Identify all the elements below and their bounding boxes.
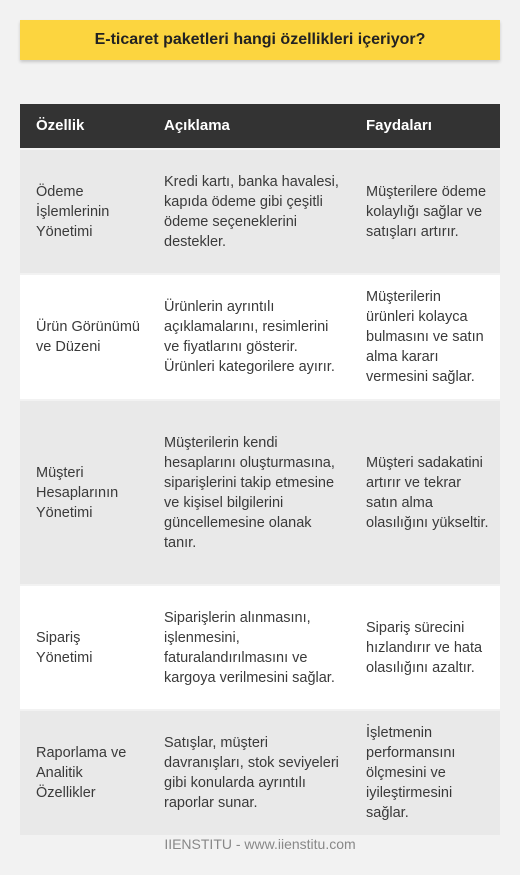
page-title: E-ticaret paketleri hangi özellikleri içeriyor?: [20, 20, 500, 60]
footer-credit: IIENSTITU - www.iienstitu.com: [164, 836, 356, 852]
feature-cell: Ödeme İşlemlerinin Yönetimi: [20, 149, 148, 274]
benefit-cell: Müşterilerin ürünleri kolayca bulmasını ve satın alma kararı vermesini sağlar.: [350, 274, 500, 400]
table-row: [20, 400, 500, 585]
description-cell: Siparişlerin alınmasını, işlenmesini, faturalandırılmasını ve kargoya verilmesini sağlar.: [148, 585, 350, 710]
feature-cell: Raporlama ve Analitik Özellikler: [20, 710, 148, 835]
description-cell: Ürünlerin ayrıntılı açıklamalarını, resimlerini ve fiyatlarını gösterir. Ürünleri kategorilere ayırır.: [148, 274, 350, 400]
benefit-cell: Müşteri sadakatini artırır ve tekrar satın alma olasılığını yükseltir.: [350, 400, 500, 585]
description-cell: Satışlar, müşteri davranışları, stok seviyeleri gibi konularda ayrıntılı raporlar sunar.: [148, 710, 350, 835]
table-row: [20, 149, 500, 274]
benefit-cell: Müşterilere ödeme kolaylığı sağlar ve satışları artırır.: [350, 149, 500, 274]
table-header-row: [20, 104, 500, 149]
feature-cell: Sipariş Yönetimi: [20, 585, 148, 710]
column-header-benefits: Faydaları: [350, 104, 500, 149]
feature-cell: Müşteri Hesaplarının Yönetimi: [20, 400, 148, 585]
column-header-feature: Özellik: [20, 104, 148, 149]
table-row: [20, 274, 500, 400]
table-row: [20, 585, 500, 710]
table-row: [20, 710, 500, 835]
description-cell: Kredi kartı, banka havalesi, kapıda ödeme gibi çeşitli ödeme seçeneklerini destekler.: [148, 149, 350, 274]
benefit-cell: İşletmenin performansını ölçmesini ve iyileştirmesini sağlar.: [350, 710, 500, 835]
feature-cell: Ürün Görünümü ve Düzeni: [20, 274, 148, 400]
description-cell: Müşterilerin kendi hesaplarını oluşturmasına, siparişlerini takip etmesine ve kişisel bilgilerini güncellemesine olanak tanır.: [148, 400, 350, 585]
benefit-cell: Sipariş sürecini hızlandırır ve hata olasılığını azaltır.: [350, 585, 500, 710]
column-header-description: Açıklama: [148, 104, 350, 149]
features-table: [20, 104, 500, 835]
